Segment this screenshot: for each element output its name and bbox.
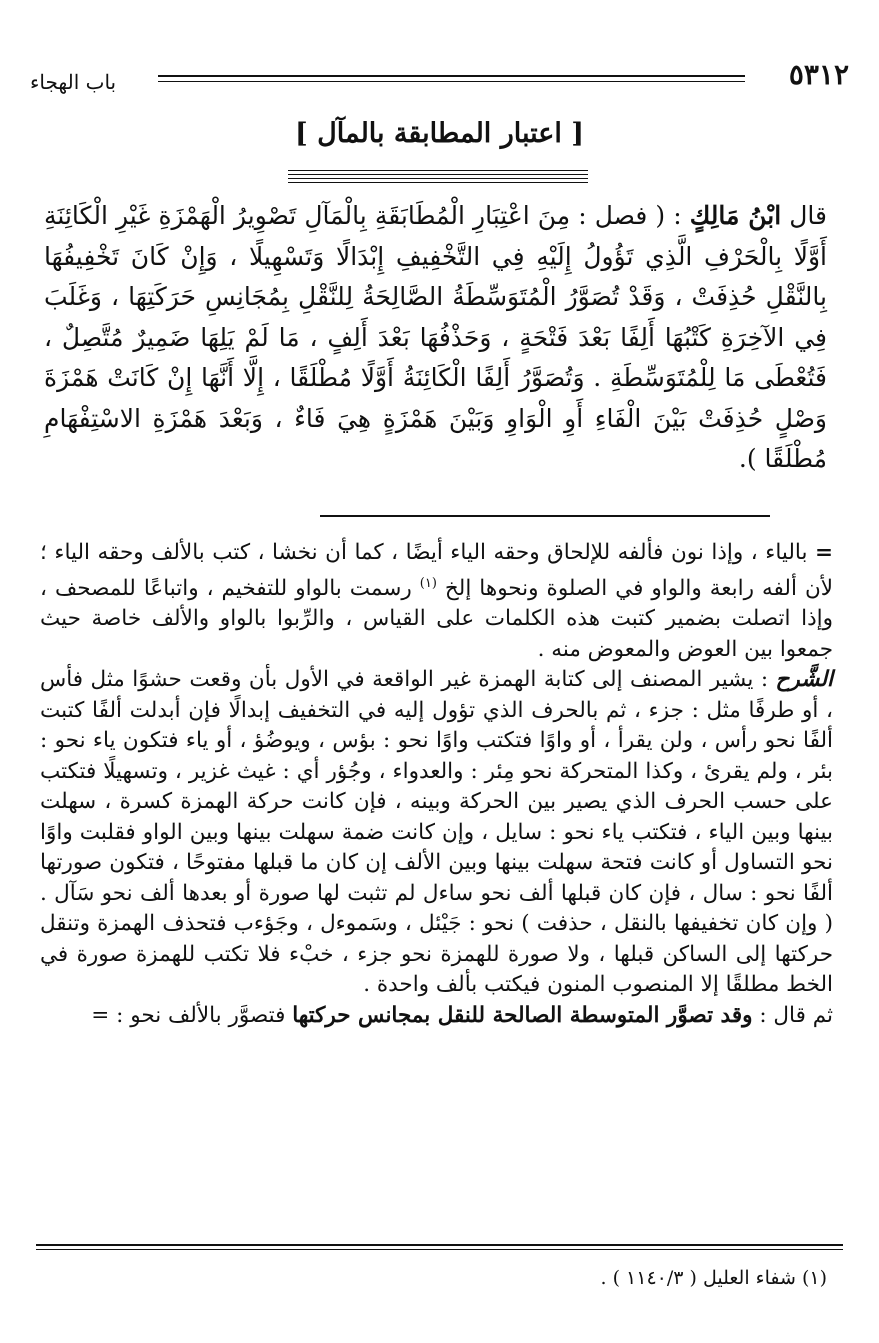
footnote-rule (36, 1244, 843, 1246)
header-rule-thin (158, 81, 745, 82)
running-header (30, 58, 849, 92)
continuation-paragraph (40, 538, 833, 665)
title-underline (288, 170, 588, 186)
footnote-ref: (١) (419, 575, 437, 591)
footnote: (١) شفاء العليل ( ١١٤٠/٣ ) . (600, 1267, 827, 1289)
sharh-body-2-intro: ثم قال : (759, 1002, 833, 1028)
sharh-body-2-tail: فتصوَّر بالألف نحو : = (91, 1002, 286, 1028)
page-number: ٥٣١٢ (788, 58, 849, 91)
chapter-title: [ اعتبار المطابقة بالمآل ] (294, 118, 585, 149)
sharh-paragraph-2 (40, 1001, 833, 1032)
sharh-label: الشَّرح (775, 667, 833, 693)
matn-body: : ( فصل : مِنَ اعْتِبَارِ الْمُطَابَقَةِ بِالْمَآلِ تَصْوِيرُ الْهَمْزَةِ غَيْرِ الْكَائِنَةِ أَوَّلًا بِالْحَرْفِ الَّذِي تَؤُولُ إِلَيْهِ فِي التَّخْفِيفِ إِبْدَالًا وَتَسْهِيلًا ، وَإِنْ كَانَ تَخْفِيفُهَا بِالنَّقْلِ حُذِفَتْ ، وَقَدْ تُصَوَّرُ الْمُتَوَسِّطَةُ الصَّالِحَةُ لِلنَّقْلِ بِمُجَانِسِ حَرَكَتِهَا ، وَغَلَبَ فِي الآخِرَةِ كَتْبُهَا أَلِفًا بَعْدَ فَتْحَةٍ ، وَحَذْفُهَا بَعْدَ أَلِفٍ ، مَا لَمْ يَلِهَا ضَمِيرٌ مُتَّصِلٌ ، فَتُعْطَى مَا لِلْمُتَوَسِّطَةِ . وَتُصَوَّرُ أَلِفًا الْكَائِنَةُ أَوَّلًا مُطْلَقًا ، إِلَّا أَنَّهَا إِنْ كَانَتْ هَمْزَةَ وَصْلٍ حُذِفَتْ بَيْنَ الْفَاءِ أَوِ الْوَاوِ وَبَيْنَ هَمْزَةٍ هِيَ فَاءٌ ، وَبَعْدَ هَمْزَةِ الاسْتِفْهَامِ مُطْلَقًا ). (44, 201, 827, 473)
continuation-text-2: رسمت بالواو للتفخيم ، واتباعًا للمصحف ، وإذا اتصلت بضمير كتبت هذه الكلمات على القياس ، والرِّبوا بالواو والألف خاصة حيث جمعوا بين العوض والمعوض منه . (40, 575, 833, 662)
header-rule (158, 75, 745, 77)
continuation-text: بالياء ، وإذا نون فألفه للإلحاق وحقه الياء أيضًا ، كما أن نخشا ، كتب بالألف وحقه الياء ؛ لأن ألفه رابعة والواو في الصلوة ونحوها إلخ (40, 540, 834, 601)
footnote-rule-thin (36, 1249, 843, 1250)
matn-end-rule (320, 515, 770, 517)
author-name: ابْنُ مَالِكٍ (689, 201, 782, 230)
continuation-mark: = (814, 540, 833, 565)
matn-text (44, 196, 827, 480)
commentary (40, 538, 833, 1031)
sharh-quote: وقد تصوَّر المتوسطة الصالحة للنقل بمجانس حركتها (292, 1002, 753, 1028)
sharh-body: : يشير المصنف إلى كتابة الهمزة غير الواقعة في الأول بأن وقعت حشوًا مثل فأس ، أو طرفًا مثل : جزء ، ثم بالحرف الذي تؤول إليه في التخفيف إبدالًا فإن أبدلت ألفًا كتبت ألفًا نحو رأس ، ولن يقرأ ، أو واوًا فتكتب واوًا نحو : بؤس ، ويوضُؤ ، أو ياء فتكون ياء نحو : بئر ، ولم يقرئ ، وكذا المتحركة نحو مِئر : والعدواء ، وجُؤر أي : غيث غزير ، وتسهيلًا فتكتب على حسب الحرف الذي يصير بين الحركة وبينه ، فإن كانت حركة الهمزة كسرة ، سهلت بينها وبين الياء ، فتكتب ياء نحو : سايل ، وإن كانت ضمة سهلت بينها وبين الواو فقلبت واوًا نحو التساول أو كانت فتحة سهلت بينها وبين الألف إن كان ما قبلها مفتوحًا ، فتكون صورتها ألفًا نحو : سال ، فإن كان قبلها ألف نحو ساءل لم تثبت لها صورة أو بعدها ألف نحو سَآل . ( وإن كان تخفيفها بالنقل ، حذفت ) نحو : جَيْئل ، وسَموءل ، وجَؤءب فتحذف الهمزة وتنقل حركتها إلى الساكن قبلها ، ولا صورة للهمزة نحو جزء ، خبْء فلا تكتب للهمزة صورة في الخط مطلقًا إلا المنصوب المنون فيكتب بألف واحدة . (40, 667, 833, 998)
section-name: باب الهجاء (30, 70, 117, 94)
sharh-paragraph (40, 665, 833, 1001)
matn-intro: قال (789, 201, 827, 230)
